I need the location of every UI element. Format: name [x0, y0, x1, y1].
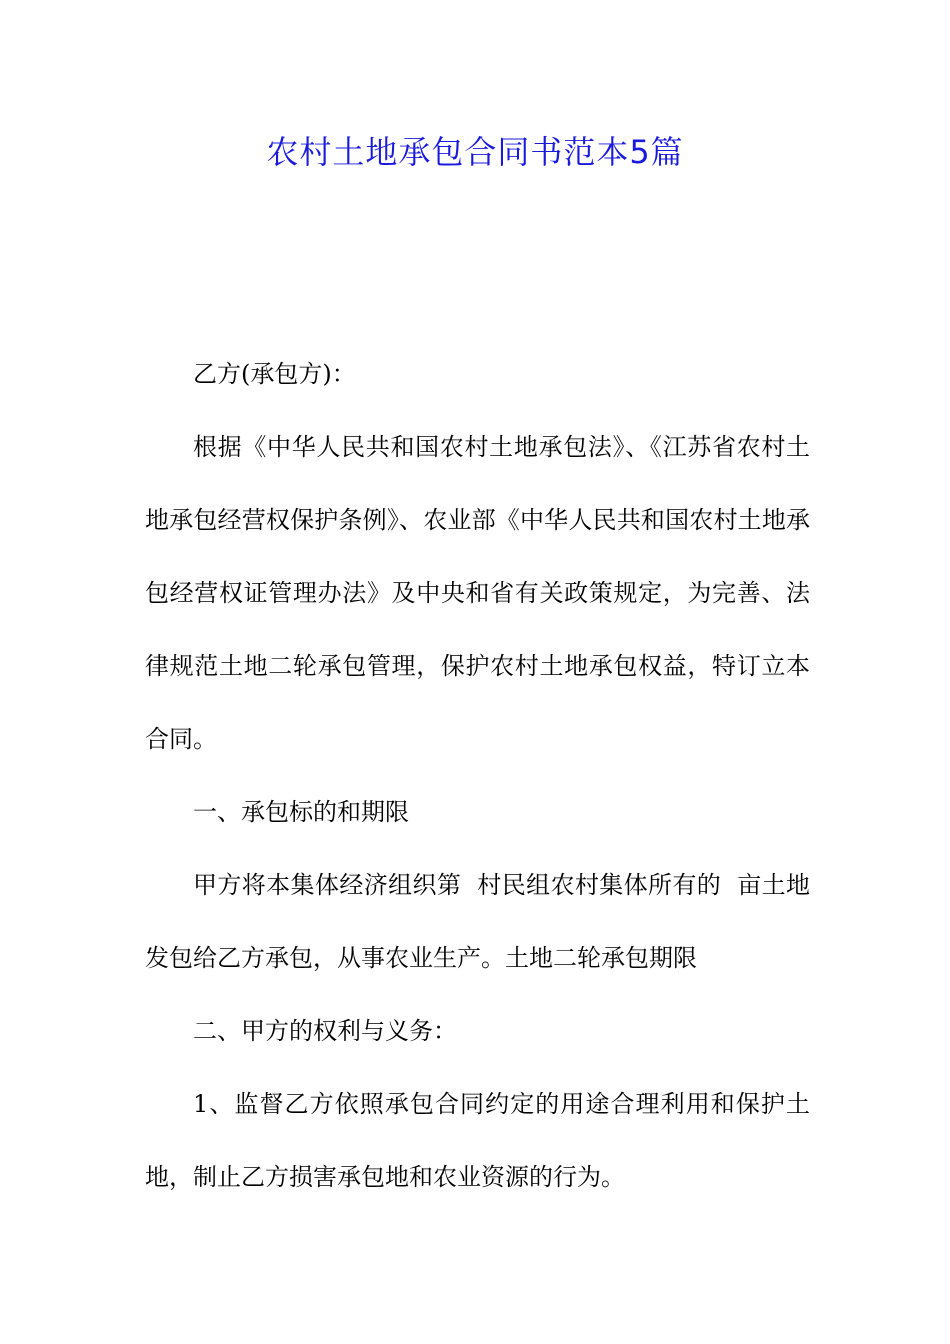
document-body: [145, 338, 810, 1214]
paragraph-party-b: 乙方(承包方)：: [193, 360, 356, 388]
paragraph-clause-1: 1、监督乙方依照承包合同约定的用途合理利用和保护土地，制止乙方损害承包地和农业资源的行为。: [145, 1090, 810, 1191]
document-title: 农村土地承包合同书范本5篇: [266, 133, 684, 171]
section-heading-subject-and-term: 一、承包标的和期限: [193, 798, 409, 826]
paragraph-legal-basis: 根据《中华人民共和国农村土地承包法》、《江苏省农村土地承包经营权保护条例》、农业部《中华人民共和国农村土地承包经营权证管理办法》及中央和省有关政策规定，为完善、法律规范土地二轮承包管理，保护农村土地承包权益，特订立本合同。: [145, 433, 810, 753]
section-heading-party-a-rights: 二、甲方的权利与义务：: [193, 1017, 457, 1045]
paragraph-land-contract: 甲方将本集体经济组织第 村民组农村集体所有的 亩土地发包给乙方承包，从事农业生产。土地二轮承包期限: [145, 871, 810, 972]
